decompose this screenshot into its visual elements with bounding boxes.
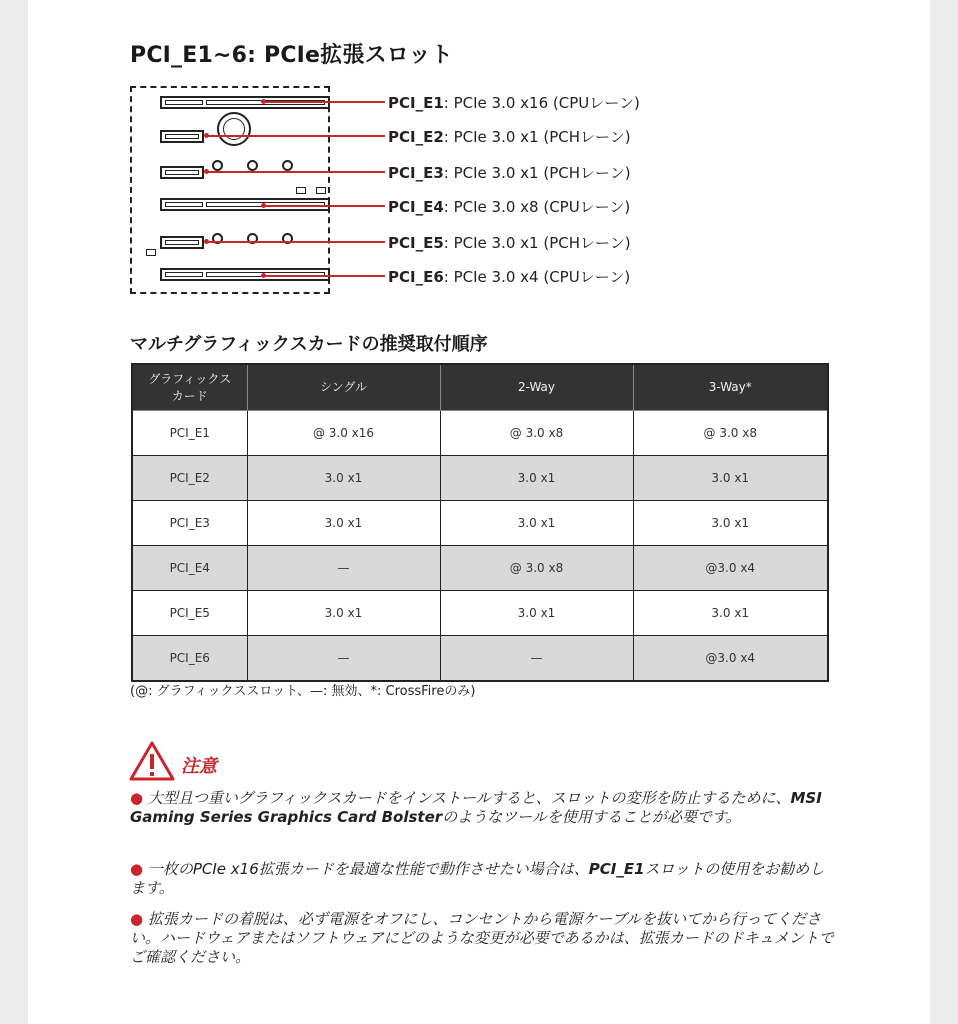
- table-cell: 3.0 x1: [247, 591, 440, 636]
- table-row: [132, 501, 828, 546]
- table-cell: 3.0 x1: [633, 456, 828, 501]
- slot-label-pci-e4: PCI_E4: PCIe 3.0 x8 (CPUレーン): [388, 198, 631, 216]
- slot-label-pci-e2: PCI_E2: PCIe 3.0 x1 (PCHレーン): [388, 128, 631, 146]
- table-header: 2-Way: [440, 364, 633, 411]
- board-diagram: [130, 86, 330, 294]
- table-legend-note: (@: グラフィックススロット、—: 無効、*: CrossFireのみ): [130, 684, 476, 699]
- table-header: シングル: [247, 364, 440, 411]
- leader-line: [263, 205, 385, 207]
- table-row: [132, 546, 828, 591]
- slot-label-pci-e6: PCI_E6: PCIe 3.0 x4 (CPUレーン): [388, 268, 631, 286]
- slot-pci-e5: [160, 236, 204, 249]
- leader-line: [206, 241, 385, 243]
- table-cell: @ 3.0 x8: [440, 411, 633, 456]
- caution-item: ● 拡張カードの着脱は、必ず電源をオフにし、コンセントから電源ケーブルを抜いてから行ってください。ハードウェアまたはソフトウェアにどのような変更が必要であるかは、拡張カードのドキュメントでご確認ください。: [130, 910, 834, 966]
- bullet-icon: ●: [130, 789, 148, 807]
- leader-line: [263, 101, 385, 103]
- slot-pci-e3: [160, 166, 204, 179]
- table-cell: @3.0 x4: [633, 636, 828, 682]
- table-cell: PCI_E2: [132, 456, 247, 501]
- caution-item: ● 大型且つ重いグラフィックスカードをインストールすると、スロットの変形を防止するために、MSI Gaming Series Graphics Card Bolsterのようなツールを使用することが必要です。: [130, 789, 822, 826]
- table-cell: PCI_E1: [132, 411, 247, 456]
- section-heading: PCI_E1~6: PCIe拡張スロット: [130, 43, 453, 68]
- table-cell: 3.0 x1: [440, 456, 633, 501]
- table-cell: 3.0 x1: [633, 591, 828, 636]
- table-row: [132, 636, 828, 682]
- connector-icon: [146, 249, 156, 256]
- table-cell: 3.0 x1: [633, 501, 828, 546]
- table-header: 3-Way*: [633, 364, 828, 411]
- table-cell: @ 3.0 x16: [247, 411, 440, 456]
- slot-pci-e2: [160, 130, 204, 143]
- standoff-icon: [282, 160, 293, 171]
- table-row: [132, 456, 828, 501]
- bullet-icon: ●: [130, 860, 148, 878]
- slot-label-pci-e3: PCI_E3: PCIe 3.0 x1 (PCHレーン): [388, 164, 631, 182]
- table-cell: PCI_E5: [132, 591, 247, 636]
- table-cell: —: [247, 546, 440, 591]
- table-cell: 3.0 x1: [247, 456, 440, 501]
- table-cell: PCI_E4: [132, 546, 247, 591]
- connector-icon: [296, 187, 306, 194]
- table-cell: 3.0 x1: [247, 501, 440, 546]
- bullet-icon: ●: [130, 910, 148, 928]
- caution-title: 注意: [181, 756, 217, 777]
- table-title: マルチグラフィックスカードの推奨取付順序: [130, 334, 488, 355]
- multi-gpu-table: [131, 363, 829, 682]
- table-cell: @ 3.0 x8: [633, 411, 828, 456]
- table-cell: —: [440, 636, 633, 682]
- table-cell: @3.0 x4: [633, 546, 828, 591]
- table-header: グラフィックス カード: [132, 364, 247, 411]
- table-cell: PCI_E6: [132, 636, 247, 682]
- leader-line: [206, 135, 385, 137]
- table-cell: —: [247, 636, 440, 682]
- caution-item: ● 一枚のPCIe x16拡張カードを最適な性能で動作させたい場合は、PCI_E1スロットの使用をお勧めします。: [130, 860, 825, 897]
- slot-label-pci-e5: PCI_E5: PCIe 3.0 x1 (PCHレーン): [388, 234, 631, 252]
- table-row: [132, 411, 828, 456]
- leader-line: [263, 275, 385, 277]
- manual-page: [28, 0, 930, 1024]
- connector-icon: [316, 187, 326, 194]
- cmos-battery-icon: [217, 112, 251, 146]
- table-cell: @ 3.0 x8: [440, 546, 633, 591]
- table-cell: PCI_E3: [132, 501, 247, 546]
- leader-line: [206, 171, 385, 173]
- table-row: [132, 591, 828, 636]
- slot-label-pci-e1: PCI_E1: PCIe 3.0 x16 (CPUレーン): [388, 94, 640, 112]
- warning-icon: [128, 740, 176, 782]
- table-cell: 3.0 x1: [440, 501, 633, 546]
- table-cell: 3.0 x1: [440, 591, 633, 636]
- standoff-icon: [247, 160, 258, 171]
- table-header-row: [132, 364, 828, 411]
- standoff-icon: [212, 160, 223, 171]
